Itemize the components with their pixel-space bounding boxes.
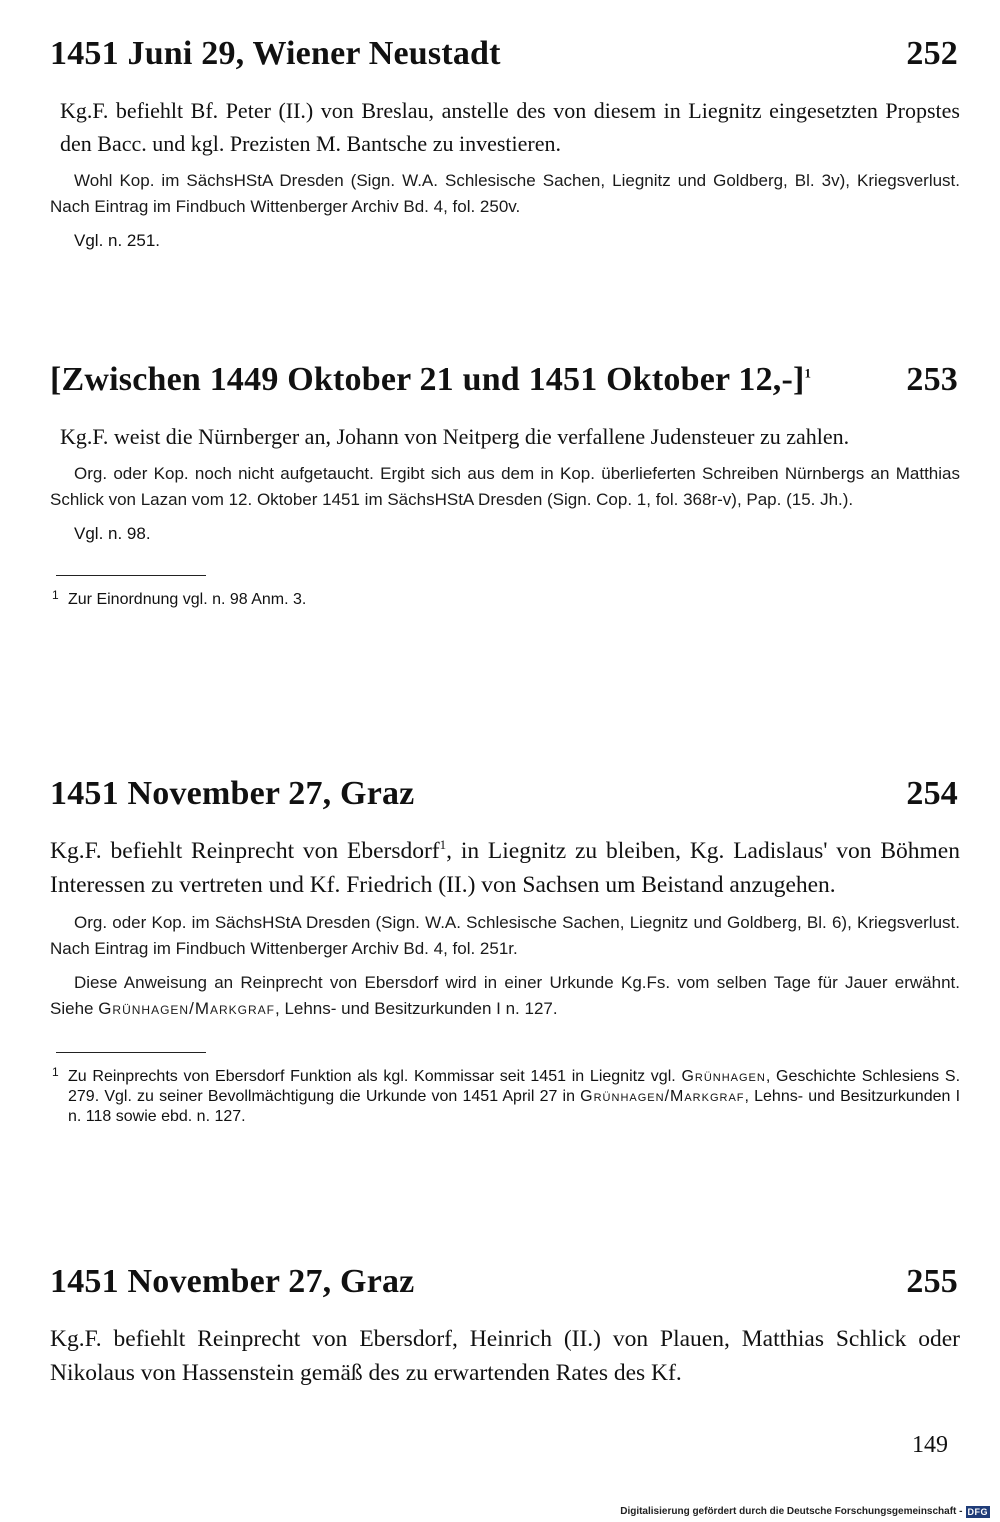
footnote-text: Zur Einordnung vgl. n. 98 Anm. 3. — [68, 591, 307, 608]
author-name: Grünhagen/Markgraf — [98, 999, 275, 1018]
footnote-mark: 1 — [52, 588, 59, 602]
dfg-logo: DFG — [967, 1507, 988, 1517]
digitization-credit — [620, 1506, 990, 1518]
entry-number: 253 — [906, 361, 958, 398]
entry-heading — [50, 774, 960, 814]
footnote-part: Zu Reinprechts von Ebersdorf Funktion als kgl. Kommissar seit 1451 in Liegnitz vgl. — [68, 1068, 682, 1085]
footnote-reference: 1 — [439, 837, 447, 853]
entry-253 — [50, 360, 960, 610]
entry-source-note: Org. oder Kop. noch nicht aufgetaucht. Ergibt sich aus dem in Kop. überlieferten Schreiben Nürnbergs an Matthias Schlick von Lazan vom 12. Oktober 1451 im SächsHStA Dresden (Sign. Cop. 1, fol. 368r-v), Pap. (15. Jh.). — [50, 464, 960, 509]
entry-heading — [50, 1262, 960, 1302]
entry-252 — [50, 34, 960, 254]
entry-255 — [50, 1262, 960, 1390]
entry-number: 255 — [906, 1263, 958, 1300]
entry-comment-note — [50, 970, 960, 1022]
footnote-mark: 1 — [52, 1065, 59, 1079]
author-name: Grünhagen — [681, 1068, 766, 1085]
page-number: 149 — [912, 1432, 948, 1458]
entry-title: 1451 November 27, Graz — [50, 775, 415, 812]
entry-summary — [50, 834, 960, 902]
author-name: Grünhagen/Markgraf — [580, 1088, 745, 1105]
note-part: Diese Anweisung an Reinprecht von Ebersdorf wird in einer Urkunde Kg.Fs. vom selben Tage für Jauer erwähnt. Siehe — [50, 973, 960, 1018]
entry-heading — [50, 360, 960, 400]
entry-number: 254 — [906, 775, 958, 812]
credit-text: Digitalisierung gefördert durch die Deutsche Forschungsgemeinschaft - — [620, 1506, 963, 1517]
entry-254 — [50, 774, 960, 1127]
entry-title — [50, 360, 811, 400]
footnote-reference: 1 — [804, 365, 812, 381]
entry-summary: Kg.F. befiehlt Bf. Peter (II.) von Breslau, anstelle des von diesem in Liegnitz eingesetzten Propstes den Bacc. und kgl. Prezisten M. Bantsche zu investieren. — [60, 98, 960, 156]
entry-source-note: Wohl Kop. im SächsHStA Dresden (Sign. W.A. Schlesische Sachen, Liegnitz und Goldberg, Bl. 3v), Kriegsverlust. Nach Eintrag im Findbuch Wittenberger Archiv Bd. 4, fol. 250v. — [50, 171, 960, 216]
entry-summary: Kg.F. weist die Nürnberger an, Johann von Neitperg die verfallene Judensteuer zu zahlen. — [60, 424, 850, 449]
entry-source-note: Org. oder Kop. im SächsHStA Dresden (Sign. W.A. Schlesische Sachen, Liegnitz und Goldberg, Bl. 6), Kriegsverlust. Nach Eintrag im Findbuch Wittenberger Archiv Bd. 4, fol. 251r. — [50, 913, 960, 958]
summary-part: Kg.F. befiehlt Reinprecht von Ebersdorf — [50, 838, 440, 864]
entry-cross-reference: Vgl. n. 251. — [74, 231, 161, 250]
entry-title: 1451 November 27, Graz — [50, 1263, 415, 1300]
entry-heading — [50, 34, 960, 74]
entry-title-text: [Zwischen 1449 Oktober 21 und 1451 Oktober 12,-] — [50, 361, 805, 398]
entry-title: 1451 Juni 29, Wiener Neustadt — [50, 35, 501, 72]
footnote-part: , Lehns- und Besitzurkunden I n. 118 sowie ebd. n. 127. — [68, 1088, 961, 1125]
entry-number: 252 — [906, 35, 958, 72]
entry-summary: Kg.F. befiehlt Reinprecht von Ebersdorf, Heinrich (II.) von Plauen, Matthias Schlick oder Nikolaus von Hassenstein gemäß des zu erwartenden Rates des Kf. — [50, 1326, 960, 1386]
summary-part: , in Liegnitz zu bleiben, Kg. Ladislaus' von Böhmen Interessen zu vertreten und Kf. Friedrich (II.) von Sachsen um Beistand anzugehen. — [50, 838, 960, 898]
footnote-divider — [56, 575, 206, 576]
footnote-part: , Geschichte Schlesiens S. 279. Vgl. zu seiner Bevollmächtigung die Urkunde von 1451 April 27 in — [68, 1068, 961, 1105]
footnote — [50, 1067, 960, 1127]
footnote — [50, 590, 960, 610]
entry-cross-reference: Vgl. n. 98. — [74, 524, 151, 543]
note-part: , Lehns- und Besitzurkunden I n. 127. — [275, 999, 558, 1018]
footnote-divider — [56, 1052, 206, 1053]
